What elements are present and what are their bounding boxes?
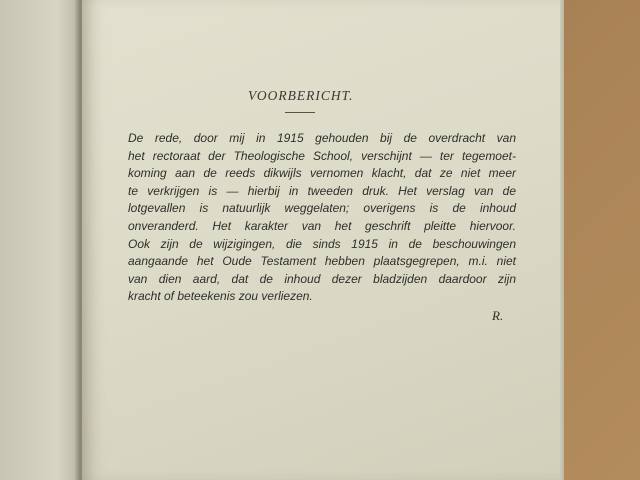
text-line: aangaande het Oude Testament hebben plaatsgegrepen, m.i. niet	[128, 254, 516, 269]
text-line: Ook zijn de wijzigingen, die sinds 1915 in de beschouwingen	[128, 236, 516, 251]
text-line: het rectoraat der Theologische School, verschijnt — ter tegemoet-	[128, 148, 516, 163]
text-line: De rede, door mij in 1915 gehouden bij de overdracht van	[128, 131, 516, 145]
text-line: kracht of beteekenis zou verliezen.	[128, 289, 313, 304]
heading-rule	[285, 112, 315, 113]
page-edge	[560, 0, 564, 480]
left-page	[0, 0, 82, 480]
page-heading: VOORBERICHT.	[248, 88, 354, 103]
text-line: koming aan de reeds dikwijls vernomen klacht, dat ze niet meer	[128, 166, 516, 181]
text-line: onveranderd. Het karakter van het geschrift pleitte hiervoor.	[128, 218, 516, 233]
preface-paragraph	[128, 130, 516, 306]
text-line: van dien aard, dat de inhoud dezer bladzijden daardoor zijn	[128, 271, 516, 286]
text-line: te verkrijgen is — hierbij in tweeden druk. Het verslag van de	[128, 183, 516, 198]
text-line: lotgevallen is natuurlijk weggelaten; overigens is de inhoud	[128, 201, 516, 216]
author-signature: R.	[492, 308, 504, 323]
